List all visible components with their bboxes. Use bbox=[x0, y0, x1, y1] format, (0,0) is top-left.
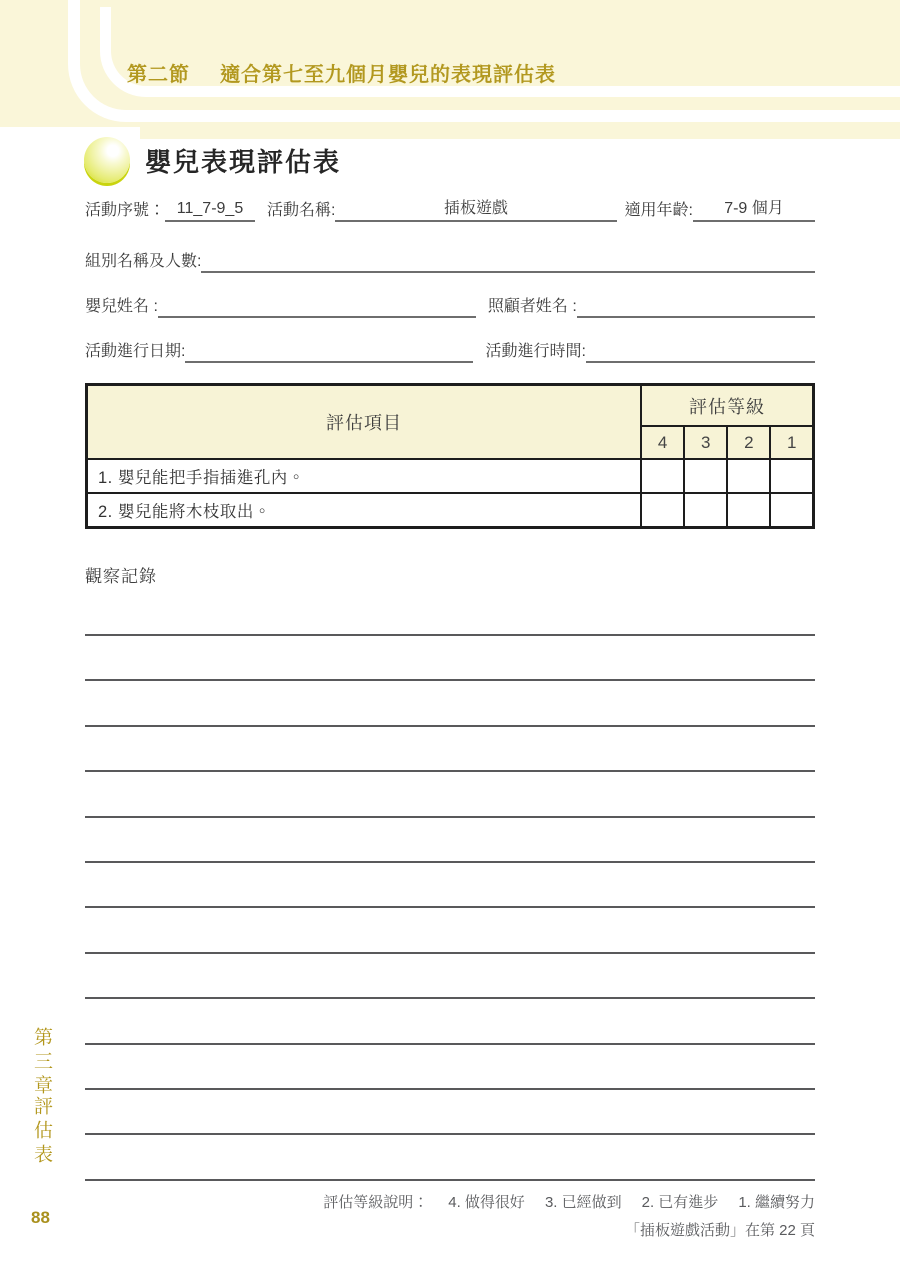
ruled-line[interactable] bbox=[85, 816, 815, 818]
page-number: 88 bbox=[31, 1208, 50, 1227]
ruled-line[interactable] bbox=[85, 679, 815, 681]
ruled-line[interactable] bbox=[85, 770, 815, 772]
activity-name-label: 活動名稱: bbox=[267, 202, 336, 219]
form-row-names bbox=[85, 294, 815, 318]
section-number: 第二節 bbox=[127, 64, 190, 86]
time-label: 活動進行時間: bbox=[485, 343, 586, 360]
assessment-rows bbox=[87, 459, 814, 528]
table-row bbox=[87, 459, 814, 493]
grade-answer-cell[interactable] bbox=[684, 493, 727, 528]
grade-answer-cell[interactable] bbox=[641, 459, 684, 493]
item-header-cell: 評估項目 bbox=[87, 385, 642, 460]
assessment-table bbox=[85, 383, 815, 529]
grade-note-segment: 評估等級說明： bbox=[323, 1194, 429, 1211]
group-label: 組別名稱及人數: bbox=[85, 253, 202, 270]
grade-answer-cell[interactable] bbox=[770, 493, 813, 528]
sidebar-chapter: 第三章 bbox=[31, 1027, 52, 1099]
ruled-line[interactable] bbox=[85, 634, 815, 636]
page-title: 嬰兒表現評估表 bbox=[145, 146, 342, 177]
infant-name-field[interactable] bbox=[158, 294, 476, 318]
grade-column-header: 3 bbox=[684, 426, 727, 459]
section-header bbox=[127, 58, 556, 87]
observation-label: 觀察記錄 bbox=[85, 567, 157, 586]
ruled-line[interactable] bbox=[85, 1088, 815, 1090]
grade-header-cell: 評估等級 bbox=[641, 385, 814, 427]
grade-answer-cell[interactable] bbox=[641, 493, 684, 528]
date-label: 活動進行日期: bbox=[85, 343, 186, 360]
form-row-datetime bbox=[85, 339, 815, 363]
ruled-line[interactable] bbox=[85, 725, 815, 727]
carer-name-field[interactable] bbox=[577, 294, 815, 318]
ruled-line[interactable] bbox=[85, 997, 815, 999]
grade-note-segment: 1. 繼續努力 bbox=[738, 1194, 815, 1211]
activity-no-label: 活動序號： bbox=[85, 202, 166, 219]
age-label: 適用年齡: bbox=[624, 202, 693, 219]
table-header-row bbox=[87, 385, 814, 427]
age-field[interactable]: 7-9 個月 bbox=[693, 198, 815, 222]
date-field[interactable] bbox=[185, 339, 473, 363]
ruled-line[interactable] bbox=[85, 1133, 815, 1135]
grade-answer-cell[interactable] bbox=[770, 459, 813, 493]
grade-note-segment: 4. 做得很好 bbox=[448, 1194, 525, 1211]
grade-note-segment: 2. 已有進步 bbox=[641, 1194, 719, 1211]
carer-name-label: 照顧者姓名 : bbox=[487, 298, 577, 315]
assessment-table-wrapper bbox=[85, 383, 815, 529]
activity-no-field[interactable]: 11_7-9_5 bbox=[165, 198, 255, 222]
sphere-icon bbox=[84, 137, 130, 183]
time-field[interactable] bbox=[586, 339, 815, 363]
assessment-item: 2. 嬰兒能將木枝取出。 bbox=[87, 493, 642, 528]
ruled-line[interactable] bbox=[85, 952, 815, 954]
grade-answer-cell[interactable] bbox=[684, 459, 727, 493]
page-title-row bbox=[84, 136, 341, 184]
group-field[interactable] bbox=[201, 249, 815, 273]
grade-column-header: 1 bbox=[770, 426, 813, 459]
grade-answer-cell[interactable] bbox=[727, 493, 770, 528]
grade-note-segment: 3. 已經做到 bbox=[544, 1194, 622, 1211]
ruled-line[interactable] bbox=[85, 861, 815, 863]
form-row-activity bbox=[85, 198, 815, 222]
grade-note bbox=[323, 1191, 815, 1212]
grade-column-header: 2 bbox=[727, 426, 770, 459]
grade-answer-cell[interactable] bbox=[727, 459, 770, 493]
ruled-line[interactable] bbox=[85, 1179, 815, 1181]
activity-name-field[interactable]: 插板遊戲 bbox=[335, 198, 616, 222]
assessment-item: 1. 嬰兒能把手指插進孔內。 bbox=[87, 459, 642, 493]
observation-lines bbox=[85, 634, 815, 1181]
reference-note: 「插板遊戲活動」在第 22 頁 bbox=[624, 1222, 815, 1239]
sidebar-label: 評估表 bbox=[31, 1096, 52, 1168]
section-title: 適合第七至九個月嬰兒的表現評估表 bbox=[220, 64, 556, 86]
ruled-line[interactable] bbox=[85, 1043, 815, 1045]
grade-column-header: 4 bbox=[641, 426, 684, 459]
form-row-group bbox=[85, 249, 815, 273]
ruled-line[interactable] bbox=[85, 906, 815, 908]
table-row bbox=[87, 493, 814, 528]
infant-name-label: 嬰兒姓名 : bbox=[85, 298, 158, 315]
